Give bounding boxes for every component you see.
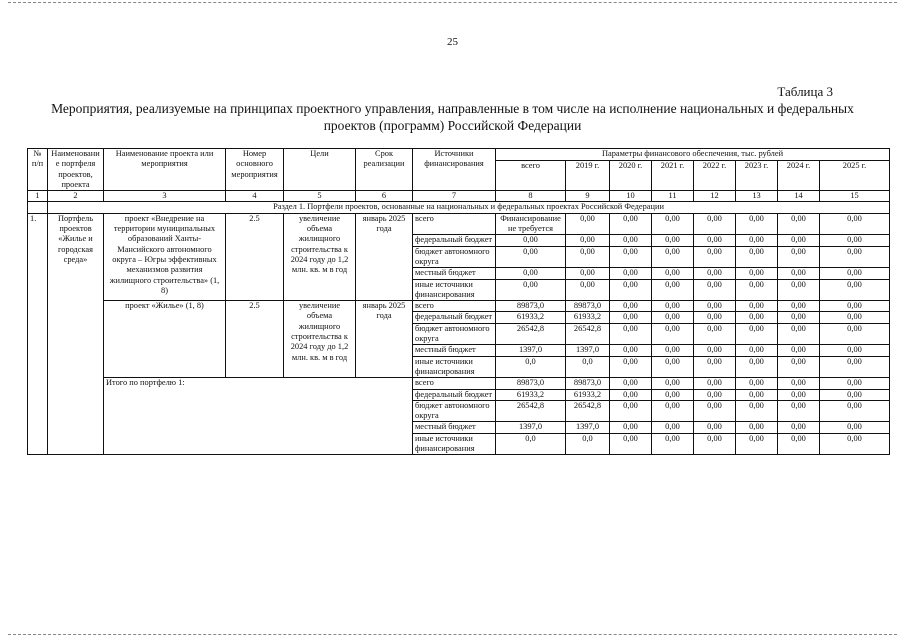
value-cell: 26542,8 bbox=[566, 323, 610, 345]
value-cell: 0,00 bbox=[496, 279, 566, 301]
value-cell: 0,00 bbox=[652, 356, 694, 378]
value-cell: 0,0 bbox=[496, 433, 566, 455]
header-goals: Цели bbox=[284, 149, 356, 191]
value-cell: 0,00 bbox=[820, 433, 890, 455]
value-cell: 0,00 bbox=[778, 345, 820, 356]
value-cell: 0,00 bbox=[778, 378, 820, 389]
value-cell: 0,00 bbox=[496, 235, 566, 246]
value-cell: 0,00 bbox=[610, 389, 652, 400]
value-cell: 0,00 bbox=[736, 378, 778, 389]
value-cell: 0,00 bbox=[652, 268, 694, 279]
value-cell: 0,00 bbox=[736, 301, 778, 312]
value-cell: 0,00 bbox=[652, 323, 694, 345]
funding-source: бюджет автономного округа bbox=[413, 246, 496, 268]
value-cell: 0,00 bbox=[820, 400, 890, 422]
value-cell: 0,00 bbox=[820, 213, 890, 235]
header-portfolio: Наименование портфеля проектов, проекта bbox=[48, 149, 104, 191]
value-cell: 1397,0 bbox=[566, 422, 610, 433]
value-cell: 61933,2 bbox=[496, 389, 566, 400]
value-cell: 0,00 bbox=[736, 323, 778, 345]
value-cell: 0,00 bbox=[820, 279, 890, 301]
value-cell: 0,00 bbox=[820, 323, 890, 345]
funding-source: бюджет автономного округа bbox=[413, 323, 496, 345]
header-term: Срок реализации bbox=[356, 149, 413, 191]
value-cell: 0,00 bbox=[778, 213, 820, 235]
scan-edge-top bbox=[8, 2, 897, 3]
value-cell: 0,00 bbox=[820, 235, 890, 246]
value-cell: 0,00 bbox=[820, 422, 890, 433]
header-main-number: Номер основного мероприятия bbox=[226, 149, 284, 191]
value-cell: 0,00 bbox=[652, 345, 694, 356]
value-cell: 0,00 bbox=[610, 323, 652, 345]
value-cell: 0,00 bbox=[694, 246, 736, 268]
page-number: 25 bbox=[447, 36, 458, 48]
value-cell: 0,00 bbox=[610, 422, 652, 433]
value-cell: 0,00 bbox=[652, 433, 694, 455]
section-row bbox=[28, 202, 890, 213]
column-number: 3 bbox=[104, 191, 226, 202]
value-cell: 0,00 bbox=[736, 246, 778, 268]
column-number: 6 bbox=[356, 191, 413, 202]
value-cell: Финансирование не требуется bbox=[496, 213, 566, 235]
value-cell: 1397,0 bbox=[496, 422, 566, 433]
value-cell: 0,00 bbox=[778, 235, 820, 246]
header-row bbox=[28, 149, 890, 161]
value-cell: 0,0 bbox=[566, 433, 610, 455]
value-cell: 0,00 bbox=[694, 422, 736, 433]
value-cell: 0,00 bbox=[694, 235, 736, 246]
project-term: январь 2025 года bbox=[356, 301, 413, 378]
project-term: январь 2025 года bbox=[356, 213, 413, 300]
value-cell: 0,00 bbox=[820, 312, 890, 323]
column-number: 11 bbox=[652, 191, 694, 202]
value-cell: 0,00 bbox=[694, 213, 736, 235]
column-number: 10 bbox=[610, 191, 652, 202]
value-cell: 0,00 bbox=[694, 433, 736, 455]
value-cell: 0,00 bbox=[736, 213, 778, 235]
value-cell: 0,00 bbox=[736, 279, 778, 301]
funding-source: всего bbox=[413, 213, 496, 235]
header-year: 2023 г. bbox=[736, 160, 778, 191]
value-cell: 0,00 bbox=[652, 279, 694, 301]
funding-source: федеральный бюджет bbox=[413, 389, 496, 400]
header-year: 2021 г. bbox=[652, 160, 694, 191]
value-cell: 0,00 bbox=[694, 356, 736, 378]
value-cell: 0,00 bbox=[736, 345, 778, 356]
column-number: 8 bbox=[496, 191, 566, 202]
funding-source: местный бюджет bbox=[413, 268, 496, 279]
portfolio-name: Портфель проектов «Жилье и городская среда» bbox=[48, 213, 104, 455]
value-cell: 26542,8 bbox=[496, 400, 566, 422]
header-project: Наименование проекта или мероприятия bbox=[104, 149, 226, 191]
section-title: Раздел 1. Портфели проектов, основанные на национальных и федеральных проектах Российской Федерации bbox=[48, 202, 890, 213]
value-cell: 0,00 bbox=[778, 433, 820, 455]
value-cell: 0,00 bbox=[778, 422, 820, 433]
value-cell: 0,00 bbox=[736, 356, 778, 378]
funding-source: бюджет автономного округа bbox=[413, 400, 496, 422]
value-cell: 0,00 bbox=[652, 301, 694, 312]
value-cell: 89873,0 bbox=[496, 301, 566, 312]
value-cell: 0,00 bbox=[820, 301, 890, 312]
funding-source: федеральный бюджет bbox=[413, 235, 496, 246]
value-cell: 0,00 bbox=[610, 356, 652, 378]
value-cell: 0,00 bbox=[566, 213, 610, 235]
header-num: № п/п bbox=[28, 149, 48, 191]
value-cell: 0,00 bbox=[610, 235, 652, 246]
main-number: 2.5 bbox=[226, 301, 284, 378]
column-number: 5 bbox=[284, 191, 356, 202]
header-year: 2024 г. bbox=[778, 160, 820, 191]
funding-source: всего bbox=[413, 378, 496, 389]
value-cell: 0,00 bbox=[652, 246, 694, 268]
value-cell: 0,00 bbox=[778, 323, 820, 345]
value-cell: 0,00 bbox=[820, 389, 890, 400]
value-cell: 26542,8 bbox=[496, 323, 566, 345]
value-cell: 0,00 bbox=[610, 345, 652, 356]
value-cell: 89873,0 bbox=[496, 378, 566, 389]
funding-source: местный бюджет bbox=[413, 345, 496, 356]
value-cell: 0,00 bbox=[566, 268, 610, 279]
funding-source: иные источники финансирования bbox=[413, 279, 496, 301]
value-cell: 0,00 bbox=[652, 400, 694, 422]
value-cell: 0,00 bbox=[610, 279, 652, 301]
column-number: 2 bbox=[48, 191, 104, 202]
value-cell: 0,00 bbox=[820, 268, 890, 279]
funding-source: всего bbox=[413, 301, 496, 312]
value-cell: 0,00 bbox=[694, 268, 736, 279]
table-row bbox=[28, 301, 890, 312]
value-cell: 89873,0 bbox=[566, 301, 610, 312]
value-cell: 1397,0 bbox=[566, 345, 610, 356]
value-cell: 0,00 bbox=[496, 246, 566, 268]
project-goal: увеличение объема жилищного строительства к 2024 году до 1,2 млн. кв. м в год bbox=[284, 301, 356, 378]
column-number: 7 bbox=[413, 191, 496, 202]
value-cell: 0,00 bbox=[694, 312, 736, 323]
header-year: 2020 г. bbox=[610, 160, 652, 191]
value-cell: 0,00 bbox=[610, 301, 652, 312]
value-cell: 0,00 bbox=[652, 422, 694, 433]
column-number: 4 bbox=[226, 191, 284, 202]
column-number: 14 bbox=[778, 191, 820, 202]
value-cell: 0,00 bbox=[566, 246, 610, 268]
value-cell: 0,00 bbox=[610, 400, 652, 422]
value-cell: 0,00 bbox=[820, 345, 890, 356]
project-name: проект «Внедрение на территории муниципальных образований Ханты-Мансийского автономного округа – Югры эффективных механизмов развития жилищного строительства» (1, 8) bbox=[104, 213, 226, 300]
value-cell: 0,00 bbox=[694, 389, 736, 400]
value-cell: 0,0 bbox=[566, 356, 610, 378]
value-cell: 0,00 bbox=[736, 268, 778, 279]
value-cell: 0,00 bbox=[652, 312, 694, 323]
value-cell: 0,00 bbox=[736, 433, 778, 455]
value-cell: 61933,2 bbox=[566, 312, 610, 323]
header-year: 2022 г. bbox=[694, 160, 736, 191]
value-cell: 0,00 bbox=[778, 246, 820, 268]
value-cell: 0,00 bbox=[778, 312, 820, 323]
value-cell: 0,00 bbox=[736, 312, 778, 323]
value-cell: 1397,0 bbox=[496, 345, 566, 356]
value-cell: 0,00 bbox=[778, 301, 820, 312]
project-goal: увеличение объема жилищного строительства к 2024 году до 1,2 млн. кв. м в год bbox=[284, 213, 356, 300]
funding-source: местный бюджет bbox=[413, 422, 496, 433]
value-cell: 26542,8 bbox=[566, 400, 610, 422]
column-number: 13 bbox=[736, 191, 778, 202]
financing-table bbox=[27, 148, 890, 455]
column-numbers-row bbox=[28, 191, 890, 202]
value-cell: 0,00 bbox=[610, 268, 652, 279]
funding-source: федеральный бюджет bbox=[413, 312, 496, 323]
value-cell: 0,00 bbox=[610, 246, 652, 268]
value-cell: 61933,2 bbox=[566, 389, 610, 400]
value-cell: 0,0 bbox=[496, 356, 566, 378]
value-cell: 0,00 bbox=[610, 378, 652, 389]
funding-source: иные источники финансирования bbox=[413, 433, 496, 455]
value-cell: 0,00 bbox=[694, 378, 736, 389]
value-cell: 0,00 bbox=[694, 345, 736, 356]
total-label: Итого по портфелю 1: bbox=[104, 378, 413, 455]
value-cell: 0,00 bbox=[610, 312, 652, 323]
value-cell: 0,00 bbox=[610, 433, 652, 455]
value-cell: 0,00 bbox=[736, 422, 778, 433]
header-year: всего bbox=[496, 160, 566, 191]
header-params: Параметры финансового обеспечения, тыс. рублей bbox=[496, 149, 890, 161]
value-cell: 0,00 bbox=[778, 268, 820, 279]
value-cell: 61933,2 bbox=[496, 312, 566, 323]
value-cell: 0,00 bbox=[820, 356, 890, 378]
value-cell: 0,00 bbox=[778, 389, 820, 400]
column-number: 15 bbox=[820, 191, 890, 202]
value-cell: 89873,0 bbox=[566, 378, 610, 389]
column-number: 1 bbox=[28, 191, 48, 202]
value-cell: 0,00 bbox=[566, 235, 610, 246]
value-cell: 0,00 bbox=[778, 400, 820, 422]
value-cell: 0,00 bbox=[694, 323, 736, 345]
value-cell: 0,00 bbox=[736, 400, 778, 422]
value-cell: 0,00 bbox=[694, 279, 736, 301]
column-number: 12 bbox=[694, 191, 736, 202]
value-cell: 0,00 bbox=[736, 235, 778, 246]
project-name: проект «Жилье» (1, 8) bbox=[104, 301, 226, 378]
header-year: 2019 г. bbox=[566, 160, 610, 191]
document-title: Мероприятия, реализуемые на принципах проектного управления, направленные в том числе на исполнение национальных и федеральных проектов (программ) Российской Федерации bbox=[51, 101, 854, 133]
value-cell: 0,00 bbox=[652, 235, 694, 246]
scan-edge-bottom bbox=[8, 634, 897, 635]
value-cell: 0,00 bbox=[566, 279, 610, 301]
value-cell: 0,00 bbox=[778, 279, 820, 301]
value-cell: 0,00 bbox=[820, 246, 890, 268]
total-row bbox=[28, 378, 890, 389]
value-cell: 0,00 bbox=[652, 213, 694, 235]
value-cell: 0,00 bbox=[694, 301, 736, 312]
value-cell: 0,00 bbox=[652, 389, 694, 400]
row-number: 1. bbox=[28, 213, 48, 455]
column-number: 9 bbox=[566, 191, 610, 202]
header-year: 2025 г. bbox=[820, 160, 890, 191]
value-cell: 0,00 bbox=[694, 400, 736, 422]
value-cell: 0,00 bbox=[820, 378, 890, 389]
value-cell: 0,00 bbox=[736, 389, 778, 400]
value-cell: 0,00 bbox=[652, 378, 694, 389]
table-row bbox=[28, 213, 890, 235]
header-sources: Источники финансирования bbox=[413, 149, 496, 191]
value-cell: 0,00 bbox=[610, 213, 652, 235]
value-cell: 0,00 bbox=[496, 268, 566, 279]
main-number: 2.5 bbox=[226, 213, 284, 300]
table-label: Таблица 3 bbox=[777, 84, 833, 99]
value-cell: 0,00 bbox=[778, 356, 820, 378]
funding-source: иные источники финансирования bbox=[413, 356, 496, 378]
